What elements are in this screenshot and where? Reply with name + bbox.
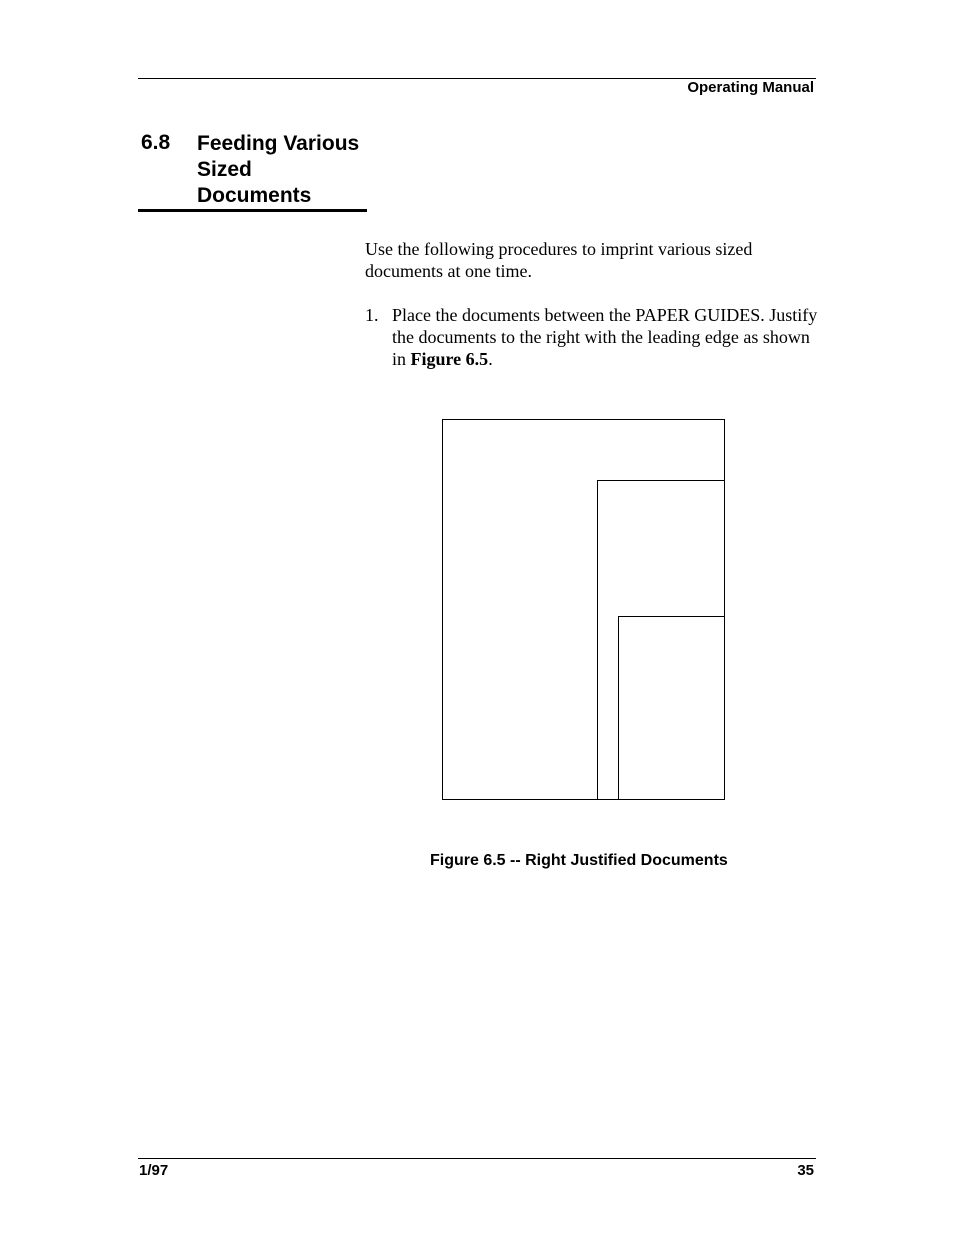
- figure-reference: Figure 6.5: [410, 349, 489, 369]
- figure-right-justified-documents: [442, 419, 725, 800]
- footer-date: 1/97: [139, 1162, 169, 1179]
- section-underline: [138, 209, 367, 212]
- footer-rule: [138, 1158, 816, 1159]
- section-number: 6.8: [141, 131, 171, 154]
- step-number: 1.: [365, 305, 379, 325]
- step-text-after: .: [488, 349, 493, 369]
- page-number: 35: [797, 1162, 814, 1179]
- section-title: Feeding Various Sized Documents: [197, 132, 360, 207]
- document-small: [618, 616, 725, 800]
- header-title: Operating Manual: [687, 79, 814, 96]
- figure-caption: Figure 6.5 -- Right Justified Documents: [430, 852, 728, 869]
- step-text: [392, 304, 822, 370]
- step-text-before: Place the documents between the PAPER GUIDES. Justify the documents to the right with the leading edge as shown in: [392, 305, 818, 369]
- intro-paragraph: Use the following procedures to imprint various sized documents at one time.: [365, 239, 753, 281]
